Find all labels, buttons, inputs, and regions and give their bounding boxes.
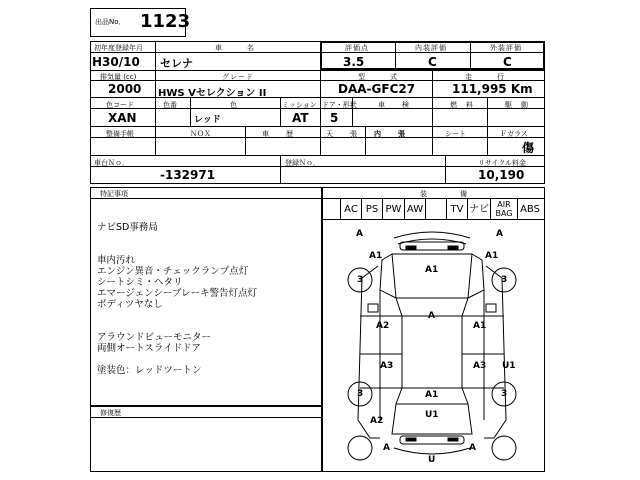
mission-label: ミッション <box>282 101 317 109</box>
equipment-header: 装 備 <box>420 190 468 198</box>
name-value: セレナ <box>160 57 193 70</box>
recycle-value: 10,190 <box>478 168 525 182</box>
mark-tailgate-u1: U1 <box>425 410 439 420</box>
note-line <box>97 244 319 255</box>
note-line: エマージェンシーブレーキ警告灯点灯 <box>97 288 258 299</box>
mark-bottom-u: U <box>428 455 436 465</box>
mark-left-rear-a3: A3 <box>380 361 394 371</box>
mark-right-rear-u1: U1 <box>502 361 516 371</box>
history-label: 車 歴 <box>262 130 294 138</box>
note-line <box>97 321 319 332</box>
equip-airbag: AIR BAG <box>491 199 518 220</box>
chassis-value: -132971 <box>160 168 216 182</box>
inspection-label: 車 検 <box>378 101 410 109</box>
mark-right-door-a1: A1 <box>473 321 487 331</box>
recycle-label: リサイクル料金 <box>478 159 527 167</box>
mark-front-right-a1: A1 <box>485 251 499 261</box>
interior-label: 内装評価 <box>415 44 447 52</box>
mark-rear-left-wheel: 3 <box>357 389 364 399</box>
model-value: DAA-GFC27 <box>338 82 416 96</box>
mileage-label: 走 行 <box>465 73 505 81</box>
color-value: レッド <box>194 115 221 125</box>
mark-rear-right-wheel: 3 <box>501 389 508 399</box>
mark-roof-a: A <box>428 311 435 321</box>
equip-abs: ABS <box>520 204 540 215</box>
year-value: H30/10 <box>92 55 140 69</box>
color-label: 色 <box>230 101 238 109</box>
mark-right-rear-a3: A3 <box>473 361 487 371</box>
repair-box <box>90 406 322 472</box>
mark-front-left-a1: A1 <box>369 251 383 261</box>
sunroof-label: 天 張 <box>326 130 358 138</box>
equip-pw: PW <box>382 199 404 220</box>
exterior-label: 外装評価 <box>490 44 522 52</box>
note-line: 塗装色：レッドツートン <box>97 365 202 376</box>
seat-label: シート <box>445 130 466 138</box>
note-line: 両側オートスライドドア <box>97 343 201 354</box>
score-label: 評価点 <box>345 44 369 52</box>
f-glass-value: 傷 <box>522 141 535 155</box>
mark-rear-left-a2: A2 <box>370 416 384 426</box>
equip-aw: AW <box>404 199 426 220</box>
note-line: ナビSD事務局 <box>97 222 158 233</box>
note-line <box>97 354 319 365</box>
registration-label: 登録Ｎｏ． <box>285 159 320 167</box>
lot-number: 1123 <box>140 11 191 32</box>
interior-value: C <box>428 55 437 69</box>
note-line <box>97 233 319 244</box>
year-label: 初年度登録年月 <box>94 44 143 52</box>
cc-label: 排気量 (cc) <box>100 73 137 81</box>
note-line: エンジン異音・チェックランプ点灯 <box>97 266 249 277</box>
cc-value: 2000 <box>108 82 142 96</box>
grade-value: HWS Vセレクション II <box>158 88 267 99</box>
nox-label: ＮＯＸ <box>190 130 211 138</box>
equip-ps: PS <box>361 199 382 220</box>
score-value: 3.5 <box>343 55 365 69</box>
chassis-label: 車台Ｎｏ． <box>94 159 129 167</box>
drive-label: 駆 動 <box>505 101 529 109</box>
mileage-value: 111,995 Km <box>452 82 533 96</box>
repair-header: 修復歴 <box>100 409 121 417</box>
f-glass-label: Ｆガラス <box>500 130 528 138</box>
note-line <box>97 310 319 321</box>
mark-front-right-wheel: 3 <box>501 275 508 285</box>
color-code-value: XAN <box>108 111 137 125</box>
car-diagram <box>322 220 545 472</box>
mission-value: AT <box>292 111 309 125</box>
manual-label: 整備手帳 <box>106 130 134 138</box>
lot-label: 出品No． <box>95 18 126 26</box>
note-line: ボディツヤなし <box>97 299 163 310</box>
exterior-value: C <box>503 55 512 69</box>
equip-navi: ナビ <box>468 199 491 220</box>
color-no-label: 色番 <box>163 101 177 109</box>
mark-hood-a1: A1 <box>425 265 439 275</box>
note-line: 車内汚れ <box>97 255 136 266</box>
door-value: 5 <box>330 111 339 125</box>
fuel-label: 燃 料 <box>450 101 474 109</box>
mark-left-door-a2: A2 <box>376 321 390 331</box>
equip-tv: TV <box>447 199 468 220</box>
interior-top-label: 内 張 <box>374 130 406 138</box>
mark-top-left-a: A <box>356 229 363 239</box>
color-code-label: 色コード <box>106 101 134 109</box>
equip-ac: AC <box>340 199 361 220</box>
mark-front-left-wheel: 3 <box>357 275 364 285</box>
notes-lines <box>97 222 319 376</box>
equipment-items <box>340 199 545 220</box>
mark-bottom-right-a: A <box>469 443 476 453</box>
notes-header: 特記事項 <box>100 190 128 198</box>
name-label: 車 名 <box>215 44 255 52</box>
grade-label: グレード <box>222 73 254 81</box>
mark-rear-a1: A1 <box>425 390 439 400</box>
mark-top-right-a: A <box>496 229 503 239</box>
note-line: アラウンドビューモニター <box>97 332 212 343</box>
door-label: ドア・形状 <box>322 101 357 109</box>
mark-bottom-left-a: A <box>383 443 390 453</box>
equip-blank <box>426 199 447 220</box>
note-line: シートシミ・ヘタリ <box>97 277 183 288</box>
model-label: 型 式 <box>358 73 398 81</box>
